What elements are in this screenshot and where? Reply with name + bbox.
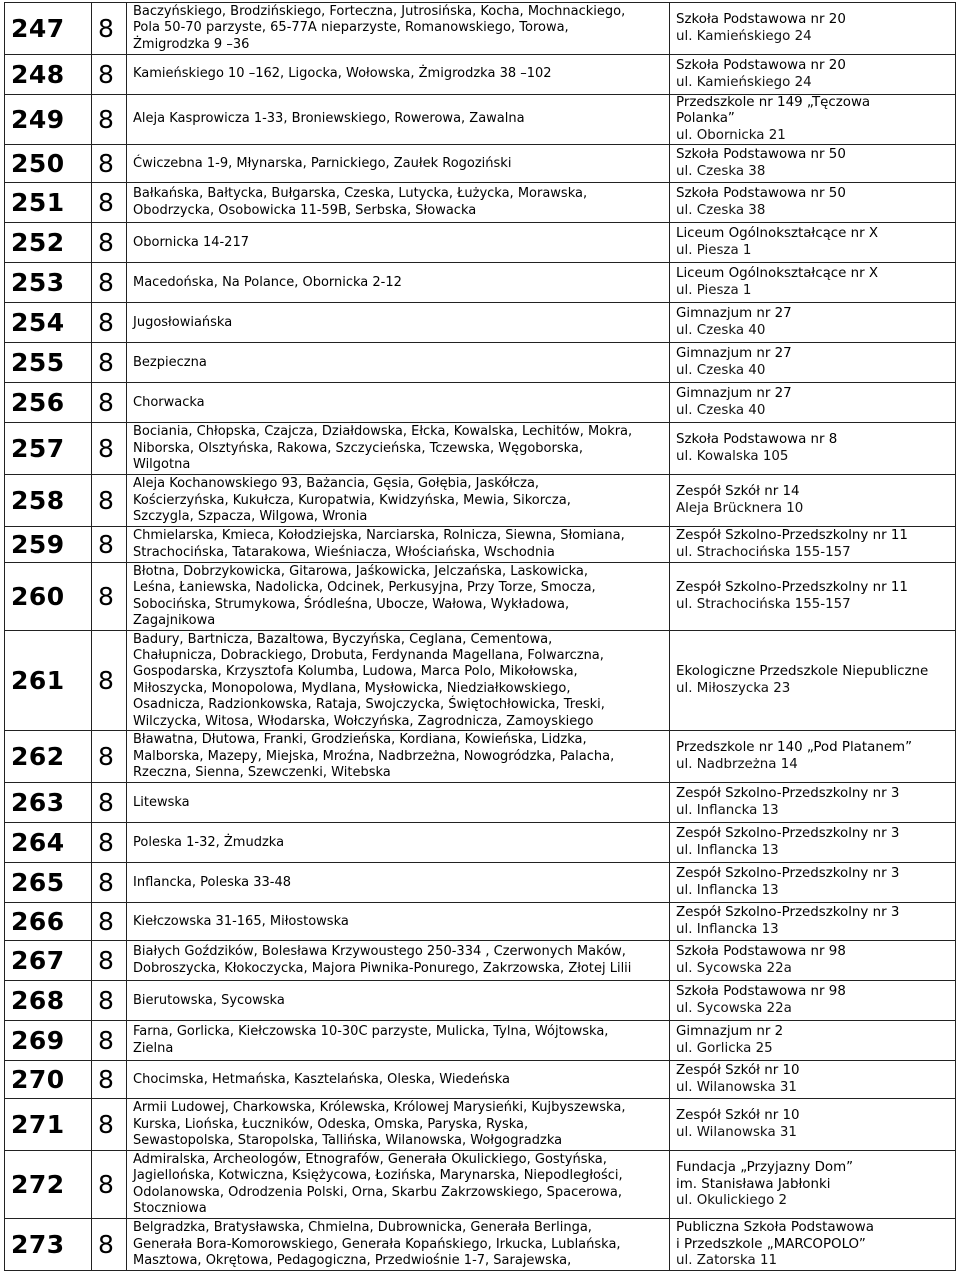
district-number: 258 <box>5 475 92 527</box>
street-list <box>127 863 670 903</box>
table-row <box>5 55 956 95</box>
school-address: ul. Strachocińska 155-157 <box>676 596 851 612</box>
table-row <box>5 1099 956 1151</box>
school-info <box>670 3 956 55</box>
table-row <box>5 383 956 423</box>
school-address: ul. Sycowska 22a <box>676 960 792 976</box>
street-list <box>127 1021 670 1061</box>
table-row <box>5 303 956 343</box>
street-list <box>127 263 670 303</box>
table-row <box>5 263 956 303</box>
school-name: Zespół Szkół nr 10 <box>676 1063 800 1079</box>
school-name: Gimnazjum nr 27 <box>676 306 792 322</box>
street-line: Generała Bora-Komorowskiego, Generała Kopańskiego, Irkucka, Lublańska, <box>133 1236 621 1252</box>
school-name: Liceum Ogólnokształcące nr X <box>676 266 879 282</box>
district-number: 273 <box>5 1219 92 1271</box>
table-row <box>5 1061 956 1099</box>
street-list <box>127 423 670 475</box>
street-line: Obodrzycka, Osobowicka 11-59B, Serbska, Słowacka <box>133 202 477 218</box>
school-address: ul. Obornicka 21 <box>676 127 786 143</box>
street-line: Żmigrodzka 9 –36 <box>133 36 250 52</box>
school-name: Szkoła Podstawowa nr 98 <box>676 944 846 960</box>
table-row <box>5 1021 956 1061</box>
street-line: Bałkańska, Bałtycka, Bułgarska, Czeska, Lutycka, Łużycka, Morawska, <box>133 186 588 202</box>
street-line: Obornicka 14-217 <box>133 234 249 250</box>
street-line: Macedońska, Na Polance, Obornicka 2-12 <box>133 274 402 290</box>
district-count: 8 <box>92 783 127 823</box>
street-line: Strachocińska, Tatarakowa, Wieśniacza, Włościańska, Wschodnia <box>133 544 555 560</box>
district-number: 272 <box>5 1151 92 1219</box>
district-count: 8 <box>92 1021 127 1061</box>
school-name: Ekologiczne Przedszkole Niepubliczne <box>676 664 929 680</box>
street-list <box>127 903 670 941</box>
district-count: 8 <box>92 475 127 527</box>
school-address: ul. Czeska 38 <box>676 163 766 179</box>
street-line: Masztowa, Okrętowa, Pedagogiczna, Przedwiośnie 1-7, Sarajewska, <box>133 1252 572 1268</box>
street-line: Belgradzka, Bratysławska, Chmielna, Dubrownicka, Generała Berlinga, <box>133 1220 592 1236</box>
street-line: Gospodarska, Krzysztofa Kolumba, Ludowa, Marca Polo, Mikołowska, <box>133 664 578 680</box>
school-info <box>670 823 956 863</box>
school-info <box>670 55 956 95</box>
district-count: 8 <box>92 563 127 631</box>
table-row <box>5 1219 956 1271</box>
school-address: ul. Kowalska 105 <box>676 448 789 464</box>
district-number: 257 <box>5 423 92 475</box>
school-info <box>670 263 956 303</box>
street-list <box>127 1151 670 1219</box>
street-line: Niborska, Olsztyńska, Rakowa, Szczycieńska, Tczewska, Węgoborska, <box>133 440 584 456</box>
district-count: 8 <box>92 941 127 981</box>
district-count: 8 <box>92 631 127 731</box>
school-address: ul. Wilanowska 31 <box>676 1079 797 1095</box>
street-line: Wilgotna <box>133 456 191 472</box>
school-info <box>670 731 956 783</box>
school-name: Szkoła Podstawowa nr 20 <box>676 12 846 28</box>
street-line: Aleja Kasprowicza 1-33, Broniewskiego, Rowerowa, Zawalna <box>133 111 525 127</box>
school-name: Zespół Szkolno-Przedszkolny nr 3 <box>676 826 900 842</box>
district-number: 268 <box>5 981 92 1021</box>
school-info <box>670 1219 956 1271</box>
district-count: 8 <box>92 423 127 475</box>
school-name: Zespół Szkolno-Przedszkolny nr 3 <box>676 866 900 882</box>
school-info <box>670 423 956 475</box>
district-count: 8 <box>92 1151 127 1219</box>
school-name: Zespół Szkolno-Przedszkolny nr 11 <box>676 528 908 544</box>
street-list <box>127 563 670 631</box>
school-name: Szkoła Podstawowa nr 8 <box>676 432 838 448</box>
table-row <box>5 981 956 1021</box>
street-line: Zagajnikowa <box>133 613 216 629</box>
school-name: Szkoła Podstawowa nr 20 <box>676 58 846 74</box>
street-line: Jagiellońska, Kotwiczna, Księżycowa, Łozińska, Marynarska, Niepodległości, <box>133 1168 623 1184</box>
street-list <box>127 343 670 383</box>
street-line: Chocimska, Hetmańska, Kasztelańska, Oleska, Wiedeńska <box>133 1071 510 1087</box>
street-list <box>127 145 670 183</box>
street-list <box>127 55 670 95</box>
district-number: 270 <box>5 1061 92 1099</box>
school-address: ul. Inflancka 13 <box>676 882 779 898</box>
table-row <box>5 783 956 823</box>
table-row <box>5 95 956 145</box>
school-address: ul. Zatorska 11 <box>676 1252 778 1268</box>
street-list <box>127 631 670 731</box>
street-list <box>127 527 670 563</box>
table-row <box>5 423 956 475</box>
school-address: ul. Czeska 38 <box>676 202 766 218</box>
table-row <box>5 223 956 263</box>
district-number: 253 <box>5 263 92 303</box>
school-info <box>670 223 956 263</box>
street-list <box>127 223 670 263</box>
school-address: ul. Gorlicka 25 <box>676 1040 773 1056</box>
table-row <box>5 941 956 981</box>
school-name: im. Stanisława Jabłonki <box>676 1176 831 1192</box>
school-address: ul. Sycowska 22a <box>676 1000 792 1016</box>
table-row <box>5 731 956 783</box>
district-count: 8 <box>92 731 127 783</box>
school-info <box>670 563 956 631</box>
school-info <box>670 145 956 183</box>
table-row <box>5 563 956 631</box>
school-info <box>670 863 956 903</box>
district-count: 8 <box>92 383 127 423</box>
street-line: Miłoszycka, Monopolowa, Mydlana, Mysłowicka, Niedziałkowskiego, <box>133 680 571 696</box>
school-info <box>670 1061 956 1099</box>
district-number: 252 <box>5 223 92 263</box>
street-line: Kościerzyńska, Kukułcza, Kuropatwia, Kwidzyńska, Mewia, Sikorcza, <box>133 492 571 508</box>
district-count: 8 <box>92 303 127 343</box>
school-info <box>670 527 956 563</box>
street-line: Sobocińska, Strumykowa, Śródleśna, Ubocze, Wałowa, Wykładowa, <box>133 596 570 612</box>
street-line: Dobroszycka, Kłokoczycka, Majora Piwnika-Ponurego, Zakrzowska, Złotej Lilii <box>133 960 632 976</box>
street-line: Osadnicza, Radzionkowska, Rataja, Swojczycka, Świętochłowicka, Treski, <box>133 697 605 713</box>
school-name: Zespół Szkolno-Przedszkolny nr 3 <box>676 786 900 802</box>
district-count: 8 <box>92 1061 127 1099</box>
school-address: ul. Piesza 1 <box>676 242 752 258</box>
district-count: 8 <box>92 343 127 383</box>
table-row <box>5 343 956 383</box>
school-name: Przedszkole nr 149 „Tęczowa <box>676 95 871 110</box>
school-info <box>670 631 956 731</box>
school-address: ul. Kamieńskiego 24 <box>676 28 812 44</box>
street-list <box>127 1099 670 1151</box>
district-table-body <box>5 3 956 1271</box>
school-name: Polanka” <box>676 111 735 127</box>
school-address: Aleja Brücknera 10 <box>676 500 804 516</box>
district-number: 256 <box>5 383 92 423</box>
school-name: Zespół Szkolno-Przedszkolny nr 3 <box>676 905 900 921</box>
district-count: 8 <box>92 55 127 95</box>
district-number: 249 <box>5 95 92 145</box>
district-count: 8 <box>92 183 127 223</box>
school-name: Szkoła Podstawowa nr 98 <box>676 984 846 1000</box>
street-list <box>127 941 670 981</box>
school-info <box>670 941 956 981</box>
street-list <box>127 1219 670 1271</box>
school-name: Fundacja „Przyjazny Dom” <box>676 1160 854 1176</box>
school-address: ul. Miłoszycka 23 <box>676 680 791 696</box>
district-count: 8 <box>92 1099 127 1151</box>
district-count: 8 <box>92 95 127 145</box>
school-name: Przedszkole nr 140 „Pod Platanem” <box>676 740 913 756</box>
district-count: 8 <box>92 903 127 941</box>
district-count: 8 <box>92 527 127 563</box>
school-name: Zespół Szkolno-Przedszkolny nr 11 <box>676 580 908 596</box>
district-count: 8 <box>92 223 127 263</box>
district-number: 265 <box>5 863 92 903</box>
school-address: ul. Piesza 1 <box>676 282 752 298</box>
street-line: Leśna, Łaniewska, Nadolicka, Odcinek, Perkusyjna, Przy Torze, Smocza, <box>133 580 596 596</box>
school-info <box>670 1099 956 1151</box>
school-info <box>670 343 956 383</box>
table-row <box>5 145 956 183</box>
street-line: Bierutowska, Sycowska <box>133 992 285 1008</box>
street-line: Bezpieczna <box>133 354 207 370</box>
street-line: Zielna <box>133 1040 174 1056</box>
street-line: Admiralska, Archeologów, Etnografów, Generała Okulickiego, Gostyńska, <box>133 1151 607 1167</box>
school-info <box>670 1021 956 1061</box>
district-count: 8 <box>92 3 127 55</box>
school-address: ul. Strachocińska 155-157 <box>676 544 851 560</box>
street-line: Baczyńskiego, Brodzińskiego, Forteczna, Jutrosińska, Kocha, Mochnackiego, <box>133 3 626 19</box>
street-line: Chmielarska, Kmieca, Kołodziejska, Narciarska, Rolnicza, Siewna, Słomiana, <box>133 528 625 544</box>
street-line: Ćwiczebna 1-9, Młynarska, Parnickiego, Zaułek Rogoziński <box>133 155 512 171</box>
street-list <box>127 3 670 55</box>
school-name: Publiczna Szkoła Podstawowa <box>676 1220 874 1236</box>
street-line: Rzeczna, Sienna, Szewczenki, Witebska <box>133 764 391 780</box>
street-list <box>127 95 670 145</box>
school-info <box>670 783 956 823</box>
school-info <box>670 475 956 527</box>
district-number: 248 <box>5 55 92 95</box>
school-info <box>670 183 956 223</box>
district-number: 261 <box>5 631 92 731</box>
street-line: Badury, Bartnicza, Bazaltowa, Byczyńska, Ceglana, Cementowa, <box>133 631 553 647</box>
district-number: 269 <box>5 1021 92 1061</box>
street-line: Błotna, Dobrzykowicka, Gitarowa, Jaśkowicka, Jelczańska, Laskowicka, <box>133 563 589 579</box>
district-number: 254 <box>5 303 92 343</box>
street-line: Inflancka, Poleska 33-48 <box>133 874 292 890</box>
district-number: 255 <box>5 343 92 383</box>
school-address: ul. Inflancka 13 <box>676 921 779 937</box>
school-address: ul. Czeska 40 <box>676 322 766 338</box>
school-address: ul. Okulickiego 2 <box>676 1192 788 1208</box>
school-info <box>670 303 956 343</box>
table-row <box>5 3 956 55</box>
district-count: 8 <box>92 263 127 303</box>
street-list <box>127 303 670 343</box>
table-row <box>5 1151 956 1219</box>
street-list <box>127 183 670 223</box>
street-line: Sewastopolska, Staropolska, Tallińska, Wilanowska, Wołgogradzka <box>133 1132 563 1148</box>
district-number: 260 <box>5 563 92 631</box>
school-info <box>670 903 956 941</box>
school-address: ul. Inflancka 13 <box>676 842 779 858</box>
district-table <box>4 2 956 1271</box>
school-name: Gimnazjum nr 27 <box>676 346 792 362</box>
school-name: Szkoła Podstawowa nr 50 <box>676 186 846 202</box>
district-number: 271 <box>5 1099 92 1151</box>
school-name: Gimnazjum nr 27 <box>676 386 792 402</box>
school-address: ul. Kamieńskiego 24 <box>676 74 812 90</box>
school-address: ul. Czeska 40 <box>676 402 766 418</box>
school-name: Zespół Szkół nr 14 <box>676 484 800 500</box>
table-row <box>5 527 956 563</box>
street-line: Farna, Gorlicka, Kiełczowska 10-30C parzyste, Mulicka, Tylna, Wójtowska, <box>133 1024 609 1040</box>
table-row <box>5 475 956 527</box>
table-row <box>5 863 956 903</box>
school-address: ul. Wilanowska 31 <box>676 1124 797 1140</box>
school-name: i Przedszkole „MARCOPOLO” <box>676 1236 866 1252</box>
district-number: 250 <box>5 145 92 183</box>
street-list <box>127 783 670 823</box>
street-line: Malborska, Mazepy, Miejska, Mroźna, Nadbrzeżna, Nowogródzka, Palacha, <box>133 748 615 764</box>
table-row <box>5 903 956 941</box>
street-line: Aleja Kochanowskiego 93, Bażancia, Gęsia, Gołębia, Jaskółcza, <box>133 476 540 492</box>
school-info <box>670 95 956 145</box>
district-number: 259 <box>5 527 92 563</box>
district-count: 8 <box>92 1219 127 1271</box>
street-line: Bławatna, Dłutowa, Franki, Grodzieńska, Kordiana, Kowieńska, Lidzka, <box>133 732 587 748</box>
district-count: 8 <box>92 823 127 863</box>
school-address: ul. Inflancka 13 <box>676 802 779 818</box>
street-line: Chałupnicza, Dobrackiego, Drobuta, Ferdynanda Magellana, Folwarczna, <box>133 647 604 663</box>
district-number: 262 <box>5 731 92 783</box>
district-count: 8 <box>92 863 127 903</box>
school-info <box>670 383 956 423</box>
school-address: ul. Nadbrzeżna 14 <box>676 756 798 772</box>
street-list <box>127 731 670 783</box>
street-line: Odolanowska, Odrodzenia Polski, Orna, Skarbu Zakrzowskiego, Spacerowa, <box>133 1184 622 1200</box>
district-number: 267 <box>5 941 92 981</box>
street-line: Kurska, Liońska, Łuczników, Odeska, Omska, Paryska, Ryska, <box>133 1116 529 1132</box>
district-count: 8 <box>92 145 127 183</box>
street-line: Kiełczowska 31-165, Miłostowska <box>133 913 349 929</box>
street-line: Pola 50-70 parzyste, 65-77A nieparzyste, Romanowskiego, Torowa, <box>133 20 569 36</box>
street-line: Jugosłowiańska <box>133 314 233 330</box>
street-line: Chorwacka <box>133 394 205 410</box>
street-line: Stoczniowa <box>133 1201 207 1217</box>
street-line: Białych Goździków, Bolesława Krzywoustego 250-334 , Czerwonych Maków, <box>133 944 626 960</box>
street-list <box>127 475 670 527</box>
street-line: Wilczycka, Witosa, Włodarska, Wołczyńska, Zagrodnicza, Zamoyskiego <box>133 713 594 729</box>
district-number: 263 <box>5 783 92 823</box>
street-list <box>127 383 670 423</box>
school-name: Liceum Ogólnokształcące nr X <box>676 226 879 242</box>
table-row <box>5 183 956 223</box>
street-line: Kamieńskiego 10 –162, Ligocka, Wołowska, Żmigrodzka 38 –102 <box>133 66 552 82</box>
school-info <box>670 1151 956 1219</box>
school-name: Zespół Szkół nr 10 <box>676 1108 800 1124</box>
school-info <box>670 981 956 1021</box>
district-number: 247 <box>5 3 92 55</box>
street-line: Armii Ludowej, Charkowska, Królewska, Królowej Marysieńki, Kujbyszewska, <box>133 1100 626 1116</box>
street-list <box>127 981 670 1021</box>
district-count: 8 <box>92 981 127 1021</box>
street-line: Szczygla, Szpacza, Wilgowa, Wronia <box>133 508 368 524</box>
school-address: ul. Czeska 40 <box>676 362 766 378</box>
district-number: 264 <box>5 823 92 863</box>
street-line: Litewska <box>133 794 190 810</box>
school-name: Gimnazjum nr 2 <box>676 1024 784 1040</box>
table-row <box>5 823 956 863</box>
street-line: Poleska 1-32, Żmudzka <box>133 834 285 850</box>
street-list <box>127 823 670 863</box>
district-number: 251 <box>5 183 92 223</box>
district-number: 266 <box>5 903 92 941</box>
street-line: Bociania, Chłopska, Czajcza, Działdowska, Ełcka, Kowalska, Lechitów, Mokra, <box>133 424 633 440</box>
table-row <box>5 631 956 731</box>
school-name: Szkoła Podstawowa nr 50 <box>676 147 846 163</box>
street-list <box>127 1061 670 1099</box>
